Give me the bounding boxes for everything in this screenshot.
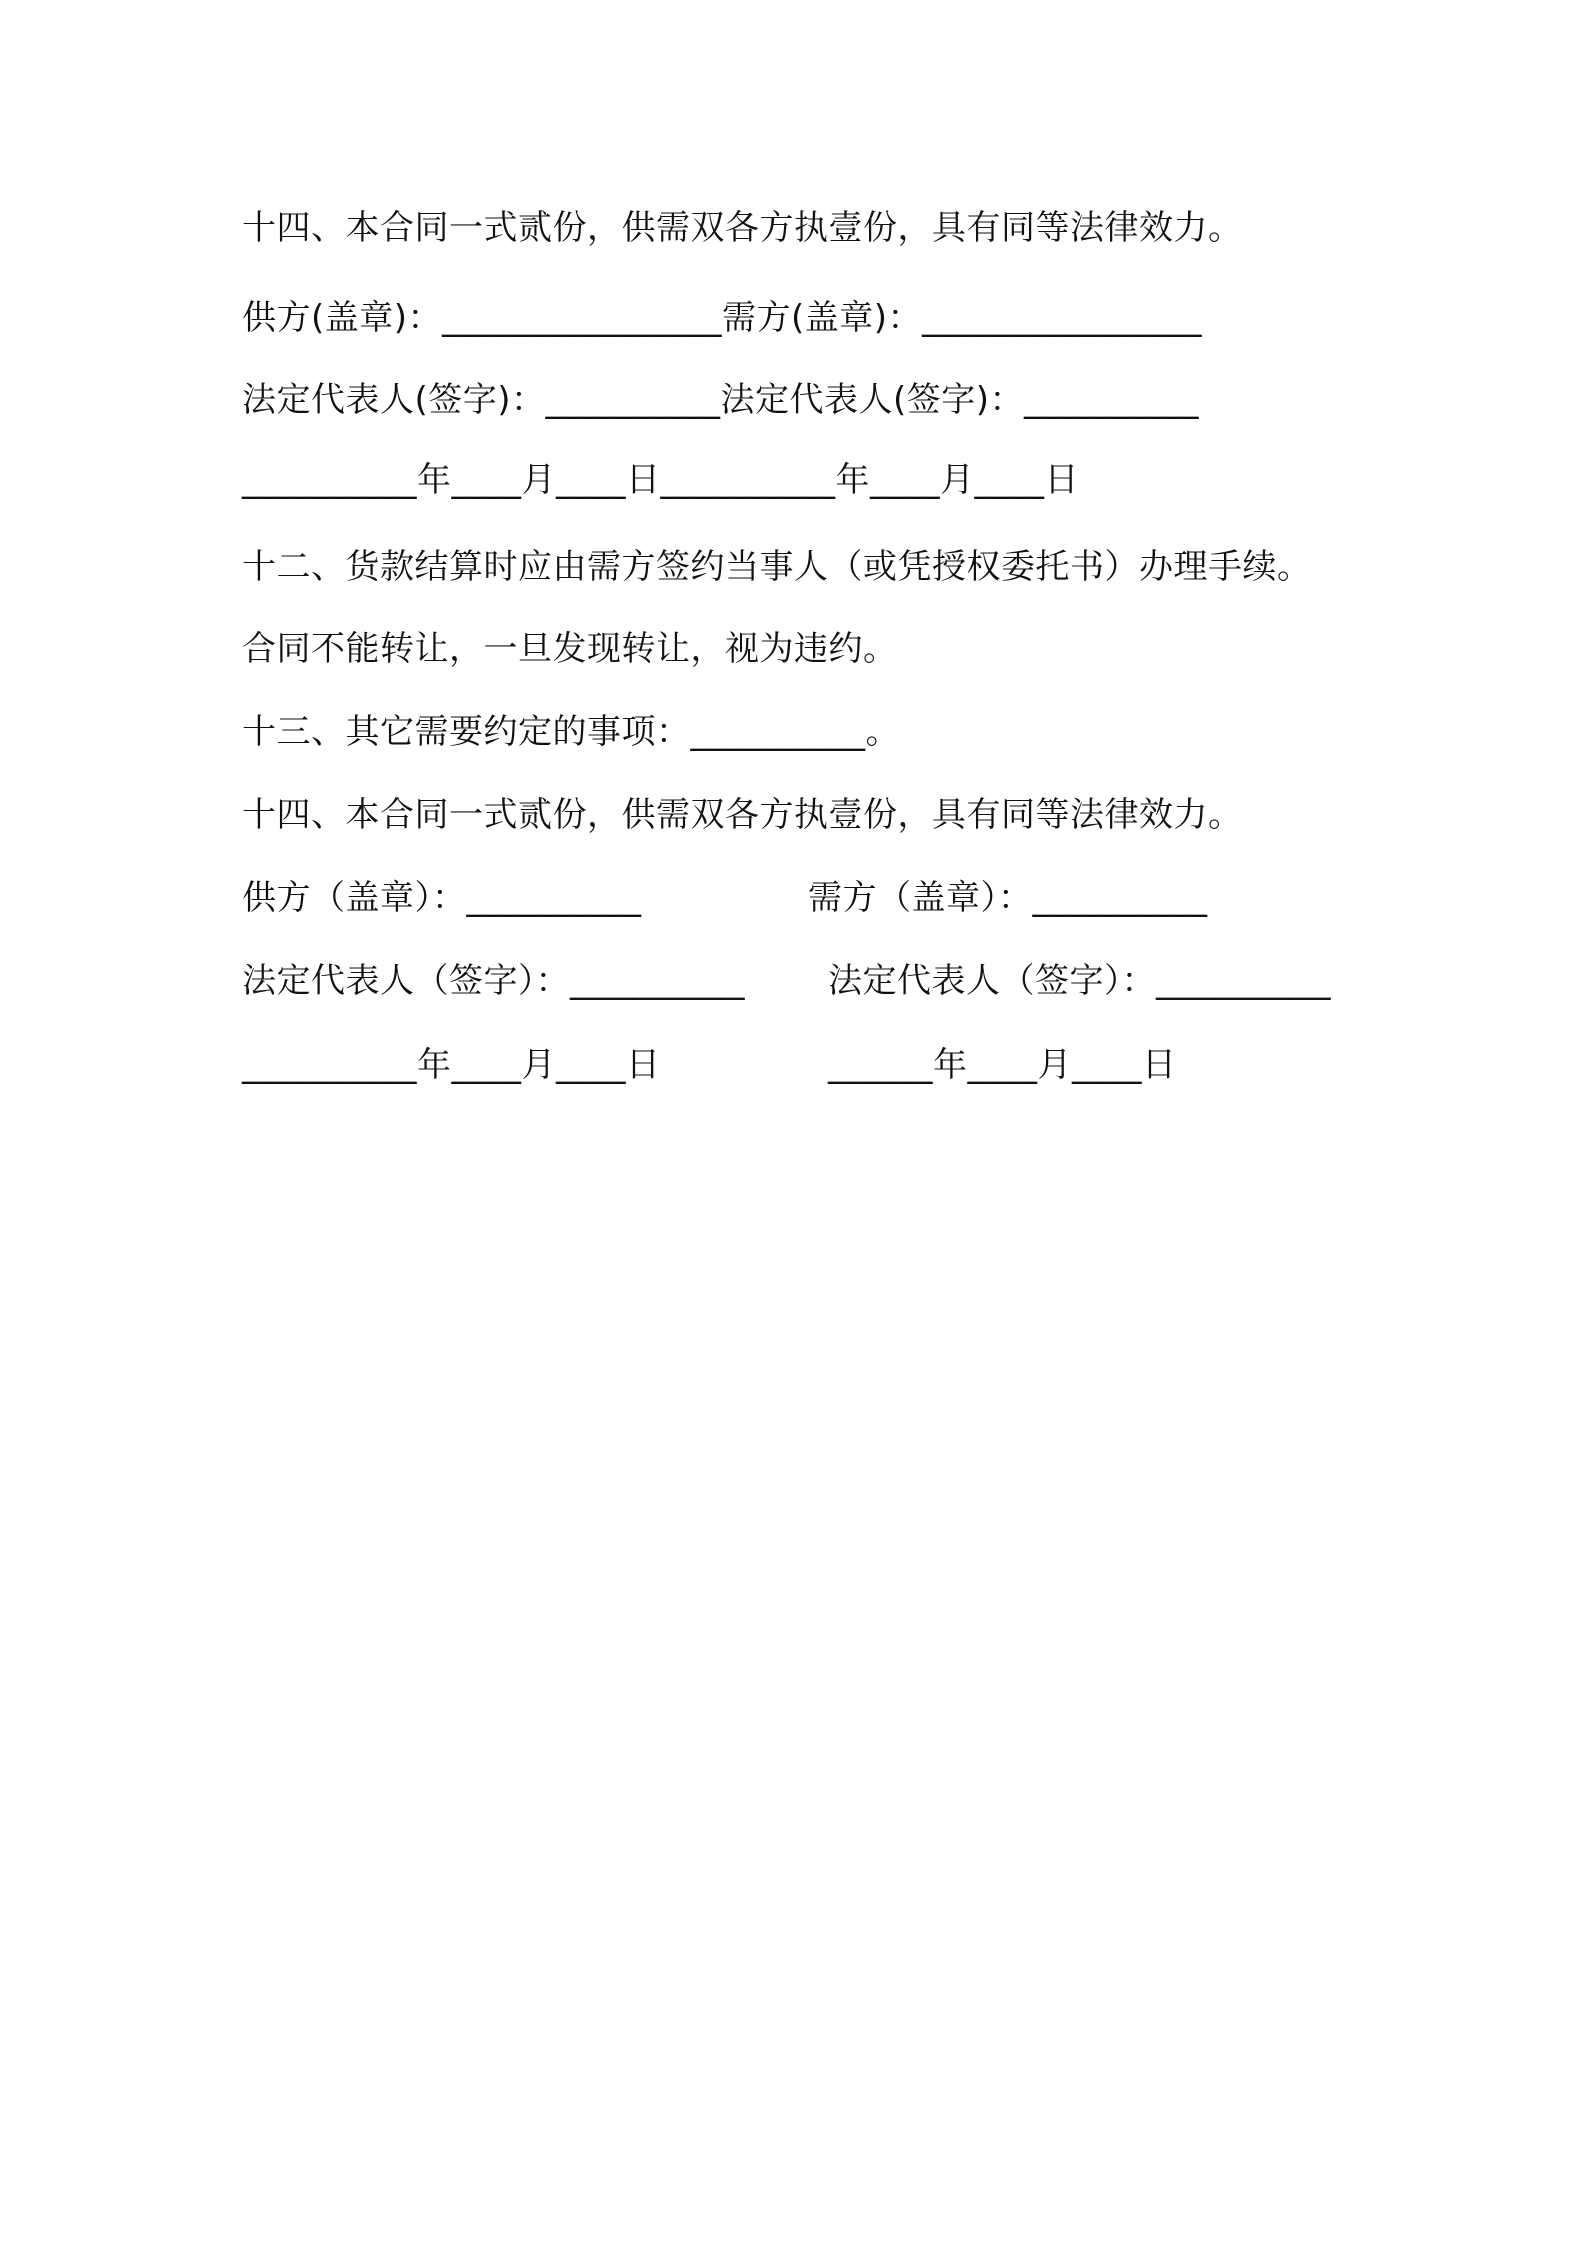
supplier-date: __________年____月____日 <box>242 1045 661 1085</box>
no-transfer-clause: 合同不能转让，一旦发现转让，视为违约。 <box>242 629 898 669</box>
buyer-date: ______年____月____日 <box>828 1045 1177 1085</box>
seal-line-first: 供方(盖章)：________________需方(盖章)：________________ <box>242 298 1203 338</box>
supplier-seal: 供方（盖章）：__________ <box>242 878 642 918</box>
clause-12: 十二、货款结算时应由需方签约当事人（或凭授权委托书）办理手续。 <box>242 547 1312 587</box>
date-line-first: __________年____月____日__________年____月____日 <box>242 460 1079 500</box>
clause-14-second: 十四、本合同一式贰份，供需双各方执壹份，具有同等法律效力。 <box>242 795 1243 835</box>
legal-rep-line-first: 法定代表人(签字)：__________法定代表人(签字)：__________ <box>242 380 1200 420</box>
buyer-seal: 需方（盖章）：__________ <box>808 878 1208 918</box>
buyer-legal-rep: 法定代表人（签字）：__________ <box>828 961 1331 1001</box>
supplier-legal-rep: 法定代表人（签字）：__________ <box>242 961 745 1001</box>
clause-14-first: 十四、本合同一式贰份，供需双各方执壹份，具有同等法律效力。 <box>242 208 1243 248</box>
clause-13: 十三、其它需要约定的事项：__________。 <box>242 712 900 752</box>
